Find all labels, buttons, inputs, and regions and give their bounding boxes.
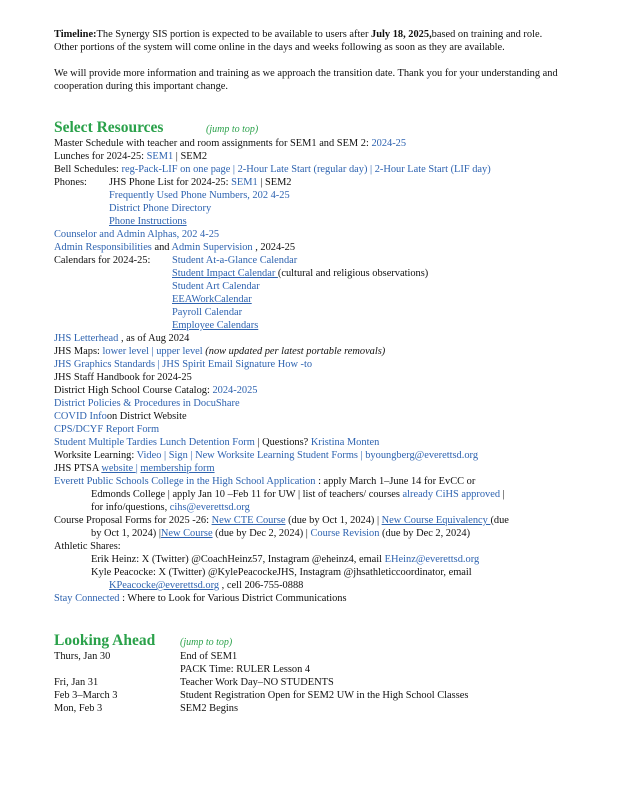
cps-report-link[interactable]: CPS/DCYF Report Form	[54, 424, 160, 435]
schedule-event: PACK Time: RULER Lesson 4	[180, 664, 311, 675]
schedule-date: Mon, Feb 3	[54, 703, 103, 714]
eea-calendar-line	[54, 293, 564, 306]
college-application-link[interactable]: Everett Public Schools College in the High School Application	[54, 476, 316, 487]
stay-connected-link[interactable]: Stay Connected	[54, 593, 120, 604]
cps-line	[54, 423, 564, 436]
schedule-row	[54, 702, 564, 715]
maps-line: JHS Maps: lower level | upper level (now updated per latest portable removals)	[54, 346, 386, 357]
calendars-line: Calendars for 2024-25: Student At-a-Glance Calendar	[54, 255, 298, 266]
bell-late-lif-link[interactable]: 2-Hour Late Start (LIF day)	[374, 164, 491, 175]
worksite-line: Worksite Learning: Video | Sign | New Worksite Learning Student Forms | byoungberg@everettsd.org	[54, 450, 479, 461]
counselor-line	[54, 228, 564, 241]
phones-line: Phones: JHS Phone List for 2024-25: SEM1 | SEM2	[54, 177, 292, 188]
employee-calendar-line	[54, 319, 564, 332]
bell-schedules-line: Bell Schedules: reg-Pack-LIF on one page | 2-Hour Late Start (regular day) | 2-Hour Late Start (LIF day)	[54, 164, 491, 175]
tardies-form-link[interactable]: Student Multiple Tardies Lunch Detention Form	[54, 437, 255, 448]
ptsa-website-link[interactable]: website	[101, 463, 136, 474]
schedule-date: Fri, Jan 31	[54, 677, 99, 688]
course-revision-link[interactable]: Course Revision	[310, 528, 380, 539]
lower-level-map-link[interactable]: lower level	[102, 346, 149, 357]
frequent-phones-line	[54, 189, 564, 202]
select-resources-heading: Select Resources	[54, 119, 164, 136]
schedule-row	[54, 689, 564, 702]
erik-email-link[interactable]: EHeinz@everettsd.org	[384, 554, 480, 565]
impact-calendar-link[interactable]: Student Impact Calendar	[172, 268, 278, 279]
lunches-sem1-link[interactable]: SEM1	[146, 151, 174, 162]
timeline-paragraph: Timeline:The Synergy SIS portion is expected to be available to users after July 18, 2025,based on training and role. Other portions of the system will come online in the days and weeks following as soon as they are available.	[54, 29, 543, 53]
phone-directory-line	[54, 202, 564, 215]
schedule-date: Feb 3–March 3	[54, 690, 118, 701]
proposal-line: Course Proposal Forms for 2025 -26: New CTE Course (due by Oct 1, 2024) | New Course Equivalency (due	[54, 515, 509, 526]
kyle-email-link[interactable]: KPeacocke@everettsd.org	[109, 580, 220, 591]
college-line: Everett Public Schools College in the High School Application : apply March 1–June 14 for EvCC or	[54, 476, 476, 487]
select-resources-header	[54, 119, 564, 137]
payroll-calendar-line	[54, 306, 564, 319]
timeline-date: July 18, 2025,	[371, 29, 432, 40]
course-equivalency-link[interactable]: New Course Equivalency	[381, 515, 491, 526]
schedule-list	[54, 650, 564, 715]
kyle-email-line: KPeacocke@everettsd.org , cell 206-755-0888	[109, 580, 304, 591]
schedule-date: Thurs, Jan 30	[54, 651, 111, 662]
erik-heinz-line: Erik Heinz: X (Twitter) @CoachHeinz57, Instagram @eheinz4, email EHeinz@everettsd.org	[91, 554, 480, 565]
lunches-line: Lunches for 2024-25: SEM1 | SEM2	[54, 151, 208, 162]
admin-supervision-link[interactable]: Admin Supervision	[171, 242, 253, 253]
kristina-monten-link[interactable]: Kristina Monten	[310, 437, 380, 448]
eea-calendar-link[interactable]: EEAWorkCalendar	[172, 294, 252, 305]
policies-line	[54, 397, 564, 410]
worksite-sign-link[interactable]: Sign	[168, 450, 188, 461]
worksite-email-link[interactable]: byoungberg@everettsd.org	[365, 450, 479, 461]
tardies-line: Student Multiple Tardies Lunch Detention Form | Questions? Kristina Monten	[54, 437, 380, 448]
schedule-event: Teacher Work Day–NO STUDENTS	[180, 677, 334, 688]
schedule-row	[54, 650, 564, 663]
ptsa-membership-link[interactable]: membership form	[140, 463, 215, 474]
letterhead-line: JHS Letterhead , as of Aug 2024	[54, 333, 190, 344]
athletic-line: Athletic Shares:	[54, 541, 121, 552]
master-schedule-link[interactable]: 2024-25	[371, 138, 407, 149]
looking-ahead-heading: Looking Ahead	[54, 632, 156, 649]
covid-line: COVID Infoon District Website	[54, 411, 187, 422]
upper-level-map-link[interactable]: upper level	[156, 346, 203, 357]
course-catalog-link[interactable]: 2024-2025	[212, 385, 258, 396]
worksite-video-link[interactable]: Video	[136, 450, 162, 461]
phone-list-sem1-link[interactable]: SEM1	[231, 177, 258, 188]
phone-directory-link[interactable]: District Phone Directory	[109, 203, 212, 214]
looking-ahead-header	[54, 632, 564, 650]
college-line-3: for info/questions, cihs@everettsd.org	[91, 502, 250, 513]
graphics-line: JHS Graphics Standards | JHS Spirit Email Signature How -to	[54, 359, 313, 370]
counselor-alphas-link[interactable]: Counselor and Admin Alphas, 202 4-25	[54, 229, 220, 240]
new-course-link[interactable]: New Course	[160, 528, 213, 539]
phone-instructions-line	[54, 215, 564, 228]
timeline-label: Timeline:	[54, 29, 97, 40]
ptsa-line: JHS PTSA website | membership form	[54, 463, 215, 474]
new-cte-course-link[interactable]: New CTE Course	[211, 515, 286, 526]
bell-late-regular-link[interactable]: 2-Hour Late Start (regular day)	[237, 164, 368, 175]
schedule-event: SEM2 Begins	[180, 703, 239, 714]
covid-info-link[interactable]: COVID Info	[54, 411, 107, 422]
schedule-row	[54, 676, 564, 689]
schedule-date	[54, 663, 180, 676]
schedule-event: End of SEM1	[180, 651, 238, 662]
transition-paragraph: We will provide more information and training as we approach the transition date. Thank you for your understanding and cooperation during this important change.	[54, 68, 558, 92]
schedule-row	[54, 663, 564, 676]
letterhead-link[interactable]: JHS Letterhead	[54, 333, 119, 344]
frequent-phones-link[interactable]: Frequently Used Phone Numbers, 202 4-25	[109, 190, 290, 201]
master-schedule-line: Master Schedule with teacher and room assignments for SEM1 and SEM 2: 2024-25	[54, 138, 407, 149]
payroll-calendar-link[interactable]: Payroll Calendar	[172, 307, 243, 318]
bell-reg-link[interactable]: reg-Pack-LIF on one page	[121, 164, 231, 175]
student-calendar-link[interactable]: Student At-a-Glance Calendar	[172, 255, 298, 266]
phone-instructions-link[interactable]: Phone Instructions	[109, 216, 187, 227]
stay-connected-line: Stay Connected : Where to Look for Various District Communications	[54, 593, 347, 604]
college-line-2: Edmonds College | apply Jan 10 –Feb 11 for UW | list of teachers/ courses already CiHS approved |	[91, 489, 505, 500]
schedule-event: Student Registration Open for SEM2 UW in the High School Classes	[180, 690, 469, 701]
employee-calendar-link[interactable]: Employee Calendars	[172, 320, 259, 331]
admin-line: Admin Responsibilities and Admin Supervision , 2024-25	[54, 242, 296, 253]
document-page	[54, 28, 564, 715]
cihs-email-link[interactable]: cihs@everettsd.org	[169, 502, 250, 513]
art-calendar-link[interactable]: Student Art Calendar	[172, 281, 260, 292]
jump-to-top-link-2[interactable]: (jump to top)	[180, 637, 233, 648]
handbook-line: JHS Staff Handbook for 2024-25	[54, 372, 192, 383]
email-signature-link[interactable]: JHS Spirit Email Signature How -to	[162, 359, 313, 370]
impact-calendar-line: Student Impact Calendar (cultural and religious observations)	[172, 268, 429, 279]
cihs-approved-link[interactable]: already CiHS approved	[402, 489, 501, 500]
art-calendar-line	[54, 280, 564, 293]
catalog-line: District High School Course Catalog: 2024-2025	[54, 385, 258, 396]
policies-link[interactable]: District Policies & Procedures in DocuShare	[54, 398, 240, 409]
proposal-line-2: by Oct 1, 2024) |New Course (due by Dec 2, 2024) | Course Revision (due by Dec 2, 2024)	[91, 528, 471, 539]
graphics-standards-link[interactable]: JHS Graphics Standards	[54, 359, 156, 370]
jump-to-top-link[interactable]: (jump to top)	[206, 124, 259, 135]
worksite-forms-link[interactable]: New Worksite Learning Student Forms	[195, 450, 358, 461]
admin-responsibilities-link[interactable]: Admin Responsibilities	[54, 242, 152, 253]
kyle-peacocke-line: Kyle Peacocke: X (Twitter) @KylePeacockeJHS, Instagram @jhsathleticcoordinator, email	[91, 567, 472, 578]
